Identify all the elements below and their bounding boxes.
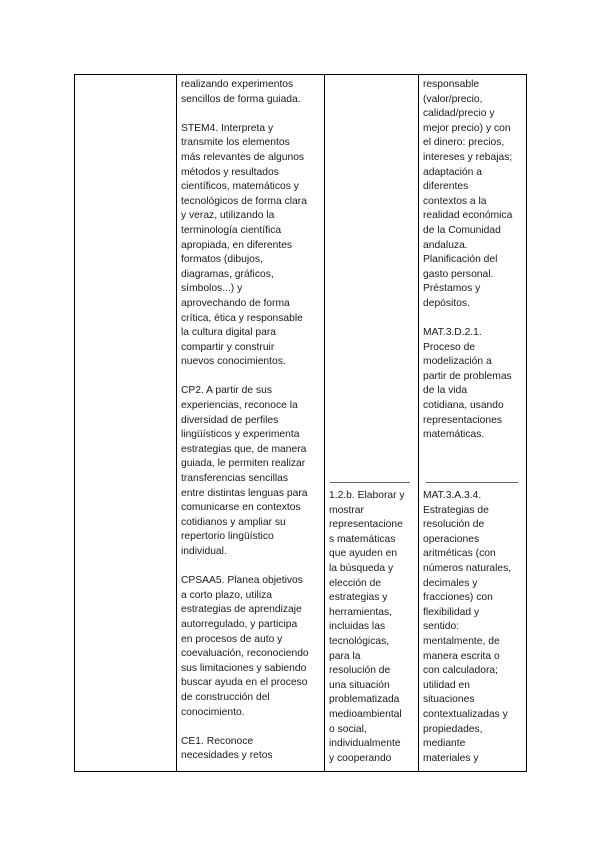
- saber-line: adaptación a: [423, 166, 482, 178]
- saber-line: modelización a: [423, 356, 492, 368]
- saber-line: gasto personal.: [423, 268, 494, 280]
- criterios-column: [329, 489, 405, 766]
- saber-line: contextos a la: [423, 195, 487, 207]
- saber-separator: [426, 482, 518, 483]
- saber-line: materiales y: [423, 752, 479, 764]
- competencia-line: repertorio lingüístico: [181, 531, 274, 543]
- competencia-line: necesidades y retos: [181, 750, 273, 762]
- competencia-line: crítica, ética y responsable: [181, 312, 303, 324]
- saber-line: responsable: [423, 79, 480, 90]
- competencia-line: transferencias sencillas: [181, 473, 289, 485]
- saber-line: utilidad en: [423, 679, 470, 691]
- column-divider: [418, 74, 419, 772]
- criterio-separator: [330, 482, 410, 483]
- criterio-line: representacione: [329, 519, 403, 531]
- competencia-line: tecnológicos de forma clara: [181, 195, 307, 207]
- saber-line: con calculadora;: [423, 665, 498, 677]
- competencia-line: cotidianos y ampliar su: [181, 516, 286, 528]
- criterio-line: o social,: [329, 723, 367, 735]
- paragraph-gap: [181, 370, 309, 385]
- saber-line: representaciones: [423, 414, 502, 426]
- criterio-line: una situación: [329, 679, 390, 691]
- competencia-line: símbolos...) y: [181, 283, 243, 295]
- competencia-line: diversidad de perfiles: [181, 414, 279, 426]
- saber-line: MAT.3.D.2.1.: [423, 327, 482, 339]
- saber-line: manera escrita o: [423, 650, 500, 662]
- criterio-line: que ayuden en: [329, 548, 398, 560]
- criterio-line: mostrar: [329, 504, 364, 516]
- competencia-line: realizando experimentos: [181, 79, 294, 90]
- paragraph-gap: [181, 720, 309, 735]
- saber-line: el dinero: precios,: [423, 137, 505, 149]
- competencia-line: en procesos de auto y: [181, 633, 283, 645]
- criterio-line: para la: [329, 650, 361, 662]
- saber-line: propiedades,: [423, 723, 483, 735]
- saber-line: fracciones) con: [423, 592, 493, 604]
- saberes-column-top: [423, 78, 512, 443]
- saber-line: Proceso de: [423, 341, 476, 353]
- criterio-line: incluidas las: [329, 621, 386, 633]
- competencia-line: aprovechando de forma: [181, 297, 290, 309]
- criterio-line: la búsqueda y: [329, 562, 394, 574]
- competencia-line: sus limitaciones y sabiendo: [181, 662, 307, 674]
- competencia-line: buscar ayuda en el proceso: [181, 677, 308, 689]
- competencia-line: nuevos conocimientos.: [181, 356, 286, 368]
- competencia-line: apropiada, en diferentes: [181, 239, 293, 251]
- saber-line: mediante: [423, 738, 466, 750]
- competencia-line: diagramas, gráficos,: [181, 268, 274, 280]
- competencia-line: terminología científica: [181, 224, 282, 236]
- saber-line: depósitos.: [423, 297, 470, 309]
- competencia-line: compartir y construir: [181, 341, 275, 353]
- competencias-column: [181, 78, 309, 764]
- competencia-line: CPSAA5. Planea objetivos: [181, 575, 303, 587]
- competencia-line: formatos (dibujos,: [181, 254, 263, 266]
- competencia-line: entre distintas lenguas para: [181, 487, 308, 499]
- saber-line: Planificación del: [423, 254, 498, 266]
- competencia-line: científicos, matemáticos y: [181, 181, 299, 193]
- saber-line: números naturales,: [423, 562, 512, 574]
- saber-line: diferentes: [423, 181, 469, 193]
- criterio-line: elección de: [329, 577, 382, 589]
- saber-line: realidad económica: [423, 210, 513, 222]
- column-divider: [176, 74, 177, 772]
- criterio-line: tecnológicas,: [329, 635, 390, 647]
- competencia-line: conocimiento.: [181, 706, 245, 718]
- competencia-line: de construcción del: [181, 691, 270, 703]
- competencia-line: guiada, le permiten realizar: [181, 458, 306, 470]
- competencia-line: CE1. Reconoce: [181, 735, 254, 747]
- saber-line: Estrategias de: [423, 504, 489, 516]
- saber-line: matemáticas.: [423, 429, 485, 441]
- criterio-line: resolución de: [329, 665, 391, 677]
- saber-line: cotidiana, usando: [423, 400, 504, 412]
- competencia-line: experiencias, reconoce la: [181, 400, 298, 412]
- saber-line: de la Comunidad: [423, 224, 501, 236]
- saber-line: flexibilidad y: [423, 606, 480, 618]
- competencia-line: más relevantes de algunos: [181, 151, 305, 163]
- saber-line: mentalmente, de: [423, 635, 500, 647]
- criterio-line: problematizada: [329, 694, 400, 706]
- saber-line: (valor/precio,: [423, 93, 483, 105]
- saber-line: aritméticas (con: [423, 548, 496, 560]
- saberes-column-bottom: [423, 489, 511, 766]
- competencia-line: estrategias de aprendizaje: [181, 604, 302, 616]
- competencia-line: métodos y resultados: [181, 166, 279, 178]
- competencia-line: STEM4. Interpreta y: [181, 122, 274, 134]
- saber-line: Préstamos y: [423, 283, 481, 295]
- criterio-line: y cooperando: [329, 752, 392, 764]
- saber-line: mejor precio) y con: [423, 122, 511, 134]
- saber-line: situaciones: [423, 694, 475, 706]
- competencia-line: sencillos de forma guiada.: [181, 93, 301, 105]
- saber-line: MAT.3.A.3.4.: [423, 490, 482, 501]
- competencia-line: lingüísticos y experimenta: [181, 429, 300, 441]
- saber-line: resolución de: [423, 519, 485, 531]
- criterio-line: herramientas,: [329, 606, 392, 618]
- competencia-line: individual.: [181, 546, 227, 557]
- column-divider: [324, 74, 325, 772]
- paragraph-gap: [181, 107, 309, 122]
- saber-line: partir de problemas: [423, 370, 512, 382]
- criterio-line: estrategias y: [329, 592, 388, 604]
- saber-line: de la vida: [423, 385, 468, 397]
- competencia-line: estrategias que, de manera: [181, 443, 307, 455]
- criterio-line: medioambiental: [329, 708, 402, 720]
- competencia-line: transmite los elementos: [181, 137, 290, 149]
- competencia-line: CP2. A partir de sus: [181, 385, 273, 397]
- paragraph-gap: [423, 312, 512, 327]
- competencia-line: la cultura digital para: [181, 327, 277, 339]
- competencia-line: comunicarse en contextos: [181, 502, 301, 514]
- criterio-line: s matemáticas: [329, 533, 396, 545]
- saber-line: calidad/precio y: [423, 108, 495, 120]
- criterio-line: individualmente: [329, 738, 401, 750]
- saber-line: sentido:: [423, 621, 460, 633]
- saber-line: andaluza.: [423, 239, 468, 251]
- competencia-line: autorregulado, y participa: [181, 618, 298, 630]
- saber-line: operaciones: [423, 533, 480, 545]
- saber-line: decimales y: [423, 577, 478, 589]
- criterio-line: 1.2.b. Elaborar y: [329, 490, 405, 501]
- paragraph-gap: [181, 560, 309, 575]
- competencia-line: coevaluación, reconociendo: [181, 648, 309, 660]
- competencia-line: a corto plazo, utiliza: [181, 589, 273, 601]
- saber-line: contextualizadas y: [423, 708, 508, 720]
- saber-line: intereses y rebajas;: [423, 151, 513, 163]
- competencia-line: y veraz, utilizando la: [181, 210, 275, 222]
